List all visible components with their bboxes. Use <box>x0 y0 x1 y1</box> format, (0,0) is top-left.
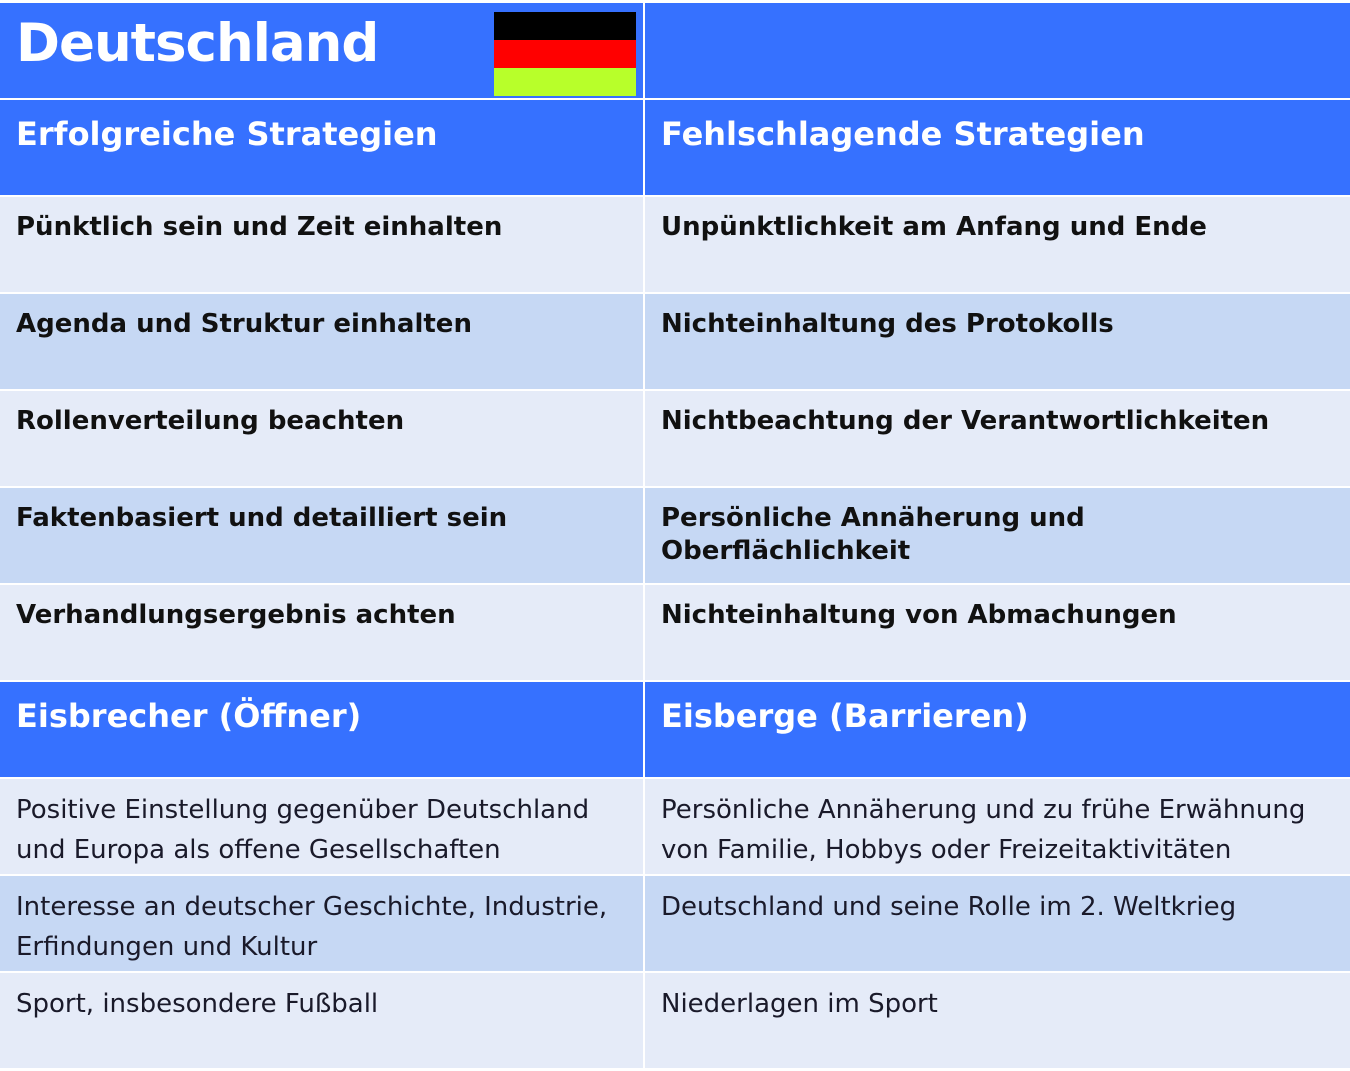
table-row <box>645 294 1350 391</box>
table-row <box>0 197 643 294</box>
table-row <box>645 876 1350 973</box>
german-flag-icon <box>494 12 636 96</box>
failure-strategy: Nichtbeachtung der Verantwortlichkeiten <box>661 406 1270 436</box>
table-row <box>645 779 1350 876</box>
title-right-text <box>645 3 1350 19</box>
flag-stripe-red <box>494 40 636 68</box>
table-row <box>0 391 643 488</box>
success-strategy: Verhandlungsergebnis achten <box>16 600 456 630</box>
failure-strategies-heading: Fehlschlagende Strategien <box>661 115 1145 153</box>
title-cell <box>0 3 643 100</box>
success-header-cell <box>0 100 643 197</box>
title-right-cell <box>645 3 1350 100</box>
success-strategies-heading: Erfolgreiche Strategien <box>16 115 438 153</box>
table-row <box>645 585 1350 682</box>
success-strategy: Agenda und Struktur einhalten <box>16 309 472 339</box>
barrier-item: Niederlagen im Sport <box>661 989 938 1019</box>
table-row <box>0 779 643 876</box>
opener-header-cell <box>0 682 643 779</box>
opener-item: Positive Einstellung gegenüber Deutschland und Europa als offene Gesellschaften <box>16 795 590 865</box>
barrier-item: Persönliche Annäherung und zu frühe Erwähnung von Familie, Hobbys oder Freizeitaktivitäten <box>661 795 1306 865</box>
flag-stripe-gold <box>494 68 636 96</box>
failure-strategy: Unpünktlichkeit am Anfang und Ende <box>661 212 1207 242</box>
iceberg-heading: Eisberge (Barrieren) <box>661 697 1029 735</box>
success-strategy: Pünktlich sein und Zeit einhalten <box>16 212 503 242</box>
page-title: Deutschland <box>16 13 379 74</box>
icebreaker-heading: Eisbrecher (Öffner) <box>16 697 362 735</box>
table-row <box>645 973 1350 1070</box>
failure-header-cell <box>645 100 1350 197</box>
opener-item: Sport, insbesondere Fußball <box>16 989 379 1019</box>
failure-strategy: Nichteinhaltung des Protokolls <box>661 309 1114 339</box>
flag-stripe-black <box>494 12 636 40</box>
failure-strategy: Persönliche Annäherung und Oberflächlichkeit <box>661 503 1085 566</box>
table-row <box>0 973 643 1070</box>
failure-strategy: Nichteinhaltung von Abmachungen <box>661 600 1177 630</box>
success-strategy: Rollenverteilung beachten <box>16 406 405 436</box>
success-strategy: Faktenbasiert und detailliert sein <box>16 503 508 533</box>
table-row <box>645 391 1350 488</box>
table-row <box>0 294 643 391</box>
barrier-item: Deutschland und seine Rolle im 2. Weltkrieg <box>661 892 1237 922</box>
table-row <box>0 876 643 973</box>
table-row <box>0 488 643 585</box>
table-row <box>645 488 1350 585</box>
barrier-header-cell <box>645 682 1350 779</box>
table-row <box>0 585 643 682</box>
table-row <box>645 197 1350 294</box>
opener-item: Interesse an deutscher Geschichte, Industrie, Erfindungen und Kultur <box>16 892 608 962</box>
